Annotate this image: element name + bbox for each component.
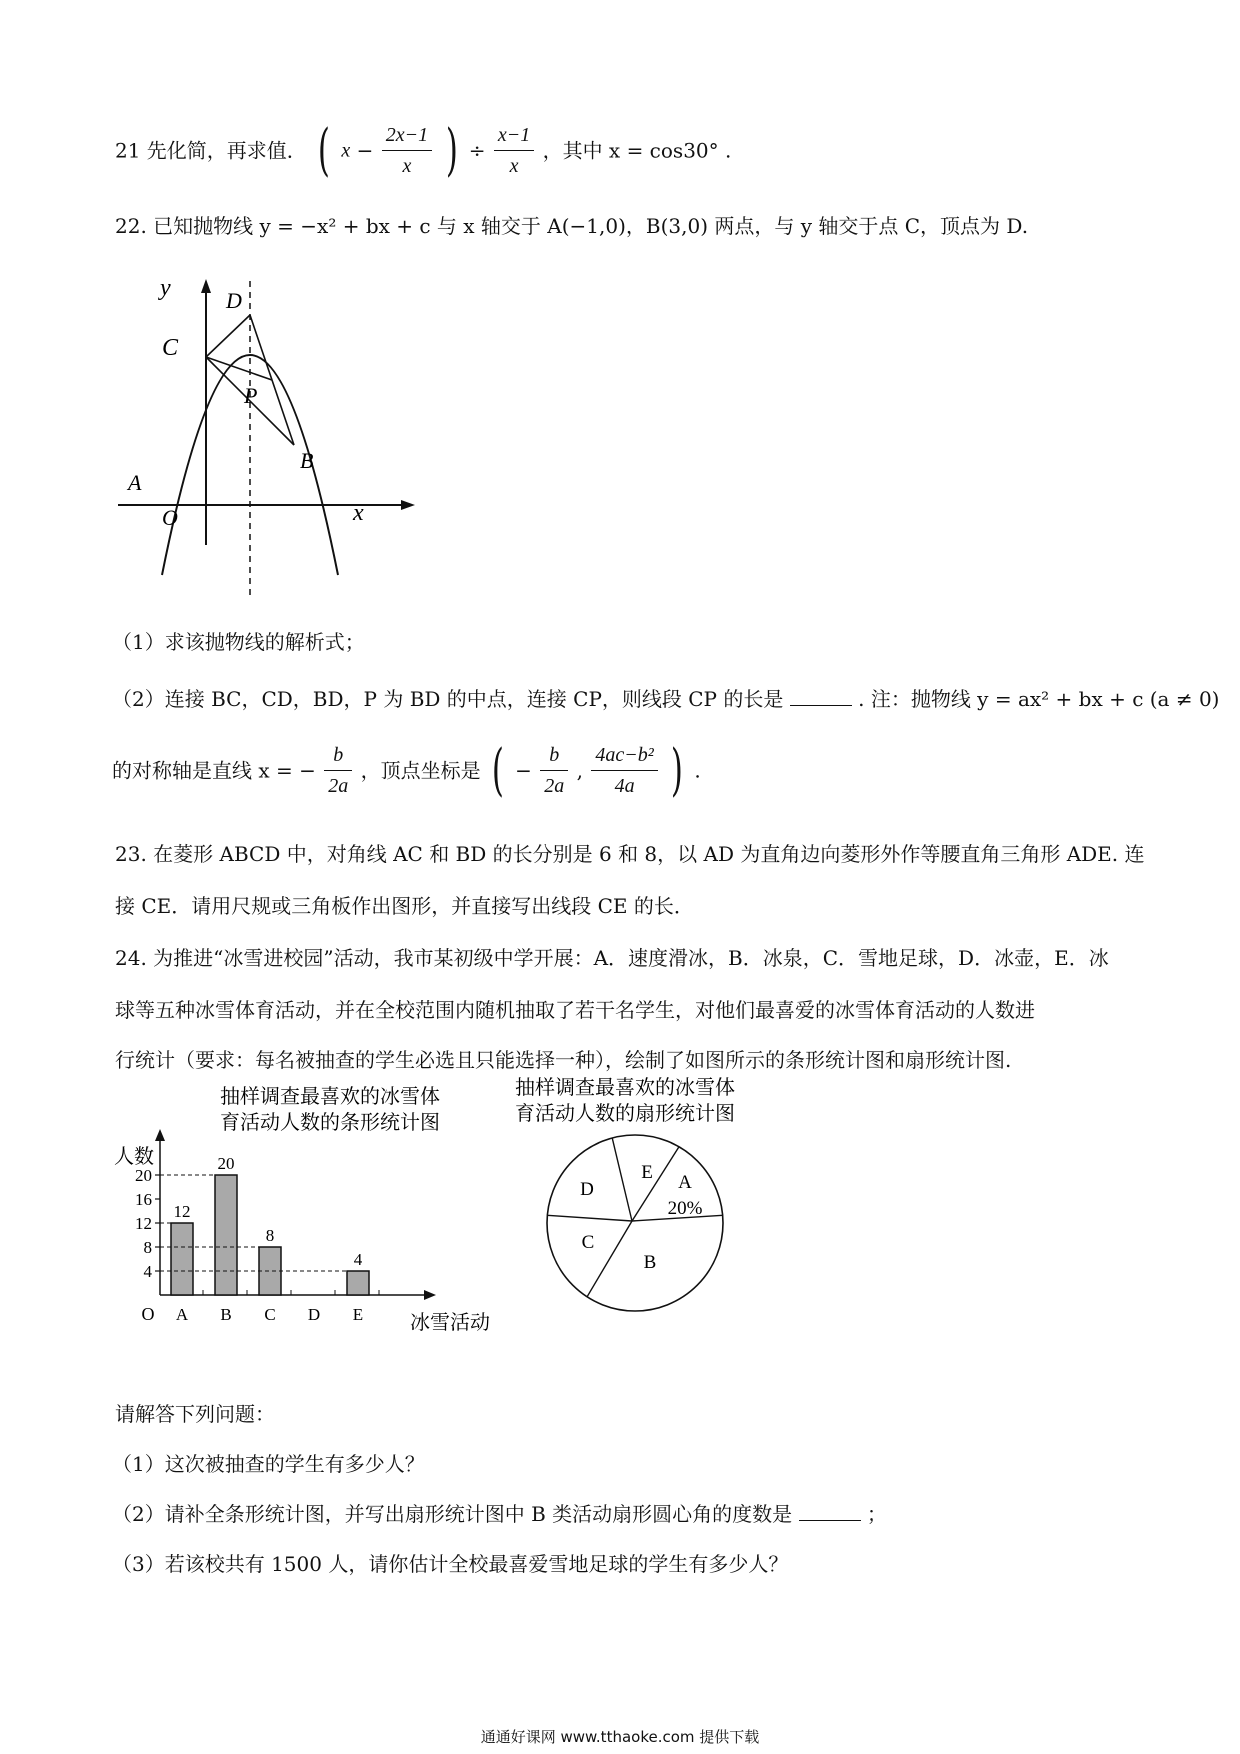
- q22-vertex-num2: 4ac−b²: [591, 740, 657, 771]
- q24-part2-text: （2）请补全条形统计图，并写出扇形统计图中 B 类活动扇形圆心角的度数是: [112, 1502, 793, 1526]
- q22-vertex-minus: −: [515, 758, 532, 783]
- pie-label-D: D: [580, 1179, 594, 1200]
- bar-chart-origin: O: [141, 1304, 155, 1324]
- bar-value-label: 12: [173, 1202, 191, 1221]
- label-b: B: [300, 448, 314, 473]
- bar-y-tick-label: 4: [143, 1262, 152, 1281]
- label-y: y: [160, 275, 171, 301]
- q22-formula-line: [112, 737, 701, 810]
- pie-chart: [490, 1068, 790, 1328]
- label-o: O: [162, 505, 178, 530]
- q21-den2: x: [509, 155, 519, 177]
- pie-slice-boundary: [612, 1138, 632, 1221]
- q22-axis-fraction: [324, 740, 352, 801]
- q24-part3: （3）若该校共有 1500 人，请你估计全校最喜爱雪地足球的学生有多少人？: [112, 1552, 789, 1576]
- label-a: A: [128, 470, 142, 495]
- bar-y-axis-arrow: [155, 1129, 165, 1141]
- bar-value-label: 4: [353, 1250, 363, 1269]
- vertex-left-paren: (: [491, 737, 504, 803]
- q22-vertex-den2: 4a: [614, 775, 635, 797]
- bar-x-tick-label: C: [264, 1305, 276, 1324]
- bar-y-tick-label: 20: [135, 1166, 152, 1185]
- question-24-line2: 球等五种冰雪体育活动，并在全校范围内随机抽取了若干名学生，对他们最喜爱的冰雪体育活动的人数进: [115, 998, 1035, 1022]
- q22-part2: [112, 685, 1220, 713]
- segment-cd: [206, 315, 250, 357]
- q21-fraction-1: [382, 120, 432, 181]
- label-d: D: [226, 288, 242, 313]
- q21-num1: 2x−1: [382, 120, 432, 151]
- q24-part1: （1）这次被抽查的学生有多少人？: [112, 1452, 425, 1476]
- bar-C: [259, 1247, 281, 1295]
- q21-x: x: [341, 139, 351, 162]
- q21-fraction-2: [494, 120, 534, 181]
- pie-slice-boundary: [547, 1215, 632, 1221]
- q22-part2-text: （2）连接 BC，CD，BD，P 为 BD 的中点，连接 CP，则线段 CP 的长是: [112, 687, 784, 711]
- x-axis-arrow: [401, 500, 415, 510]
- q21-minus: −: [356, 138, 374, 163]
- pie-chart-title-line1: 抽样调查最喜欢的冰雪体: [515, 1077, 735, 1099]
- pie-annotation-a: 20%: [667, 1198, 703, 1219]
- bar-value-label: 20: [217, 1154, 235, 1173]
- question-22-stem: 22. 已知抛物线 y = −x² + bx + c 与 x 轴交于 A(−1,0)，B(3,0) 两点，与 y 轴交于点 C，顶点为 D.: [115, 214, 1029, 238]
- y-axis-arrow: [201, 279, 211, 293]
- parabola-figure: [110, 275, 440, 615]
- bar-B: [215, 1175, 237, 1295]
- pie-label-C: C: [581, 1232, 595, 1253]
- question-23-line1: 23. 在菱形 ABCD 中，对角线 AC 和 BD 的长分别是 6 和 8，以 AD 为直角边向菱形外作等腰直角三角形 ADE. 连: [115, 842, 1145, 866]
- q22-end: .: [694, 758, 701, 783]
- question-24-line3: 行统计（要求：每名被抽查的学生必选且只能选择一种），绘制了如图所示的条形统计图和扇形统计图.: [115, 1048, 1012, 1072]
- segment-cp: [206, 357, 272, 380]
- pie-label-B: B: [643, 1252, 657, 1273]
- q22-part2-note: . 注：抛物线 y = ax² + bx + c (a ≠ 0): [858, 687, 1220, 711]
- pie-chart-title-line2: 育活动人数的扇形统计图: [515, 1103, 735, 1125]
- question-23-line2: 接 CE．请用尺规或三角板作出图形，并直接写出线段 CE 的长．: [115, 894, 694, 918]
- bar-chart-title-line1: 抽样调查最喜欢的冰雪体: [220, 1086, 440, 1108]
- q22-vertex-fraction-2: [591, 740, 657, 801]
- q24-part2-end: ；: [866, 1502, 887, 1526]
- pie-label-E: E: [641, 1162, 653, 1183]
- bar-y-tick-label: 8: [143, 1238, 152, 1257]
- q22-vertex-prefix: ，顶点坐标是: [360, 758, 481, 783]
- bar-x-tick-label: B: [220, 1305, 232, 1324]
- q22-axis-den: 2a: [328, 775, 349, 797]
- footer-watermark: 通通好课网 www.tthaoke.com 提供下载: [480, 1728, 760, 1746]
- bar-x-tick-label: E: [352, 1305, 364, 1324]
- q24-answer-blank[interactable]: [799, 1502, 861, 1521]
- bar-x-axis-arrow: [424, 1290, 436, 1300]
- q24-prompt: 请解答下列问题：: [115, 1402, 275, 1426]
- q22-answer-blank[interactable]: [790, 687, 852, 706]
- bar-x-tick-label: D: [307, 1305, 321, 1324]
- label-c: C: [162, 335, 179, 361]
- left-paren: (: [318, 117, 331, 183]
- q24-part2: [112, 1500, 887, 1528]
- bar-chart-ylabel: 人数: [114, 1146, 154, 1168]
- vertex-right-paren: ): [671, 737, 684, 803]
- bar-chart-xlabel: 冰雪活动: [410, 1312, 490, 1334]
- bar-value-label: 8: [265, 1226, 275, 1245]
- q22-part1: （1）求该抛物线的解析式；: [112, 630, 365, 654]
- question-24-line1: 24. 为推进“冰雪进校园”活动，我市某初级中学开展：A．速度滑冰，B．冰泉，C．雪地足球，D．冰壶，E．冰: [115, 946, 1109, 970]
- question-21: [115, 117, 732, 183]
- bar-y-tick-label: 12: [135, 1214, 152, 1233]
- q21-den1: x: [402, 155, 412, 177]
- q21-suffix: ，其中 x = cos30° .: [542, 138, 732, 163]
- bar-chart-title-line2: 育活动人数的条形统计图: [220, 1112, 440, 1134]
- bar-y-tick-label: 16: [135, 1190, 152, 1209]
- bar-A: [171, 1223, 193, 1295]
- q22-vertex-fraction-1: [540, 740, 568, 801]
- label-x: x: [353, 500, 364, 526]
- right-paren: ): [445, 117, 458, 183]
- q22-axis-prefix: 的对称轴是直线 x = −: [112, 758, 316, 783]
- q21-div: ÷: [468, 138, 486, 163]
- q22-vertex-num1: b: [540, 740, 568, 771]
- q21-num2: x−1: [494, 120, 534, 151]
- bar-x-tick-label: A: [175, 1305, 189, 1324]
- bar-E: [347, 1271, 369, 1295]
- pie-outline: [547, 1135, 723, 1311]
- pie-label-A: A: [678, 1172, 692, 1193]
- q22-vertex-den1: 2a: [544, 775, 565, 797]
- bar-chart: [110, 1075, 510, 1335]
- q21-prefix: 21 先化简，再求值．: [115, 138, 307, 163]
- label-p: P: [244, 383, 258, 408]
- q22-vertex-comma: ,: [576, 758, 584, 783]
- q22-axis-num: b: [324, 740, 352, 771]
